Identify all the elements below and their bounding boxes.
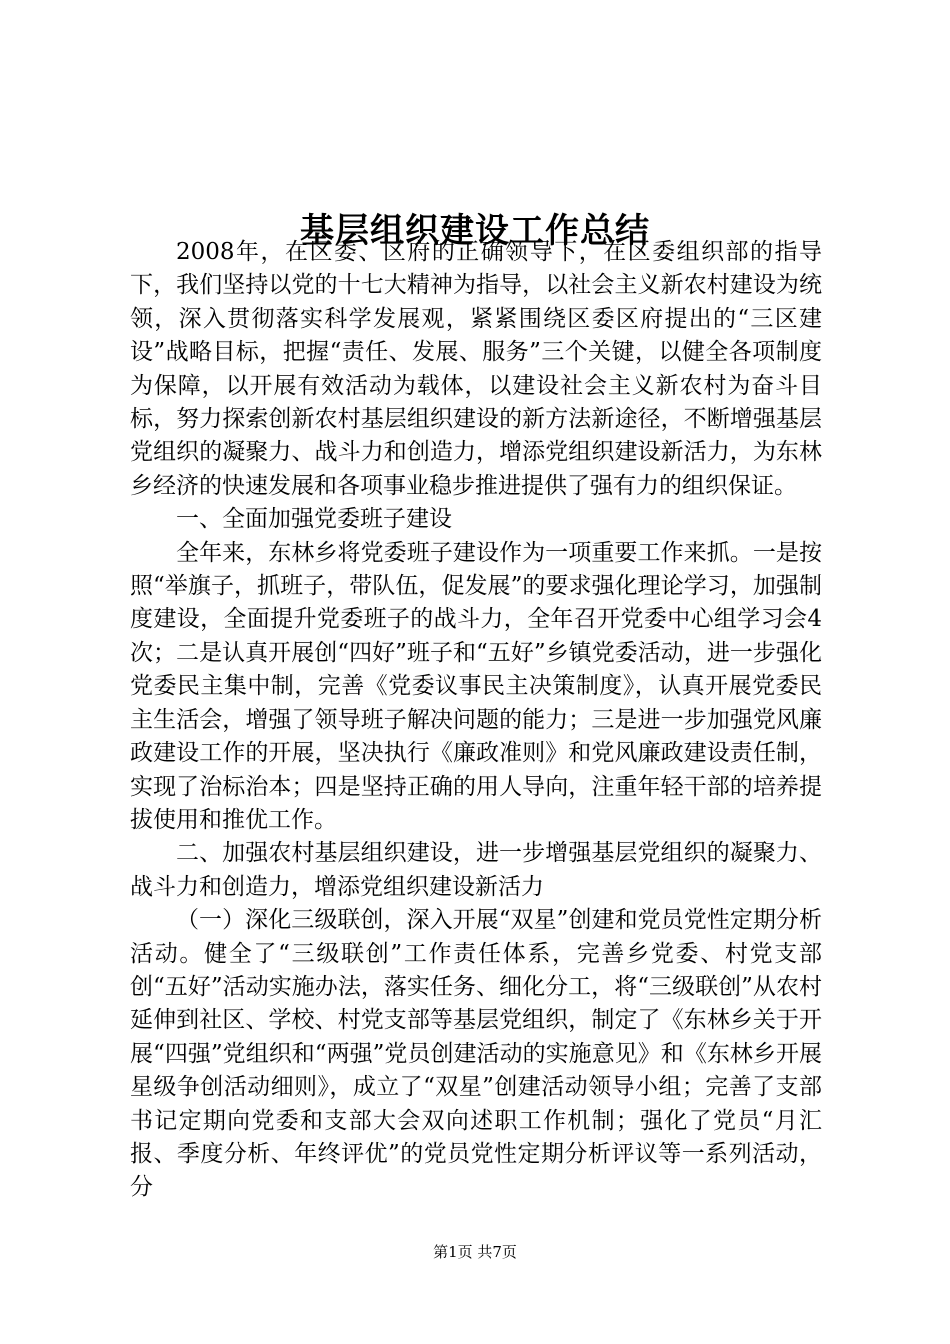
intro-paragraph: 2008年，在区委、区府的正确领导下，在区委组织部的指导下，我们坚持以党的十七大精神为指导，以社会主义新农村建设为统领，深入贯彻落实科学发展观，紧紧围绕区委区府提出的“三区建设”战略目标，把握“责任、发展、服务”三个关键，以健全各项制度为保障，以开展有效活动为载体，以建设社会主义新农村为奋斗目标，努力探索创新农村基层组织建设的新方法新途径，不断增强基层党组织的凝聚力、战斗力和创造力，增添党组织建设新活力，为东林乡经济的快速发展和各项事业稳步推进提供了强有力的组织保证。 bbox=[130, 239, 822, 499]
page-number-footer: 第1页 共7页 bbox=[433, 1243, 517, 1261]
section-2-paragraph: （一）深化三级联创，深入开展“双星”创建和党员党性定期分析活动。健全了“三级联创”工作责任体系，完善乡党委、村党支部创“五好”活动实施办法，落实任务、细化分工，将“三级联创”从农村延伸到社区、学校、村党支部等基层党组织，制定了《东林乡关于开展“四强”党组织和“两强”党员创建活动的实施意见》和《东林乡开展星级争创活动细则》，成立了“双星”创建活动领导小组；完善了支部书记定期向党委和支部大会双向述职工作机制；强化了党员“月汇报、季度分析、年终评优”的党员党性定期分析评议等一系列活动，分 bbox=[130, 907, 822, 1201]
section-heading-2: 二、加强农村基层组织建设，进一步增强基层党组织的凝聚力、战斗力和创造力，增添党组织建设新活力 bbox=[130, 840, 822, 900]
document-body bbox=[130, 236, 822, 1205]
section-1-paragraph: 全年来，东林乡将党委班子建设作为一项重要工作来抓。一是按照“举旗子，抓班子，带队伍，促发展”的要求强化理论学习，加强制度建设，全面提升党委班子的战斗力，全年召开党委中心组学习会4次；二是认真开展创“四好”班子和“五好”乡镇党委活动，进一步强化党委民主集中制，完善《党委议事民主决策制度》，认真开展党委民主生活会，增强了领导班子解决问题的能力；三是进一步加强党风廉政建设工作的开展，坚决执行《廉政准则》和党风廉政建设责任制，实现了治标治本；四是坚持正确的用人导向，注重年轻干部的培养提拔使用和推优工作。 bbox=[130, 539, 822, 833]
section-heading-1: 一、全面加强党委班子建设 bbox=[176, 506, 452, 533]
document-title: 基层组织建设工作总结 bbox=[300, 210, 650, 251]
